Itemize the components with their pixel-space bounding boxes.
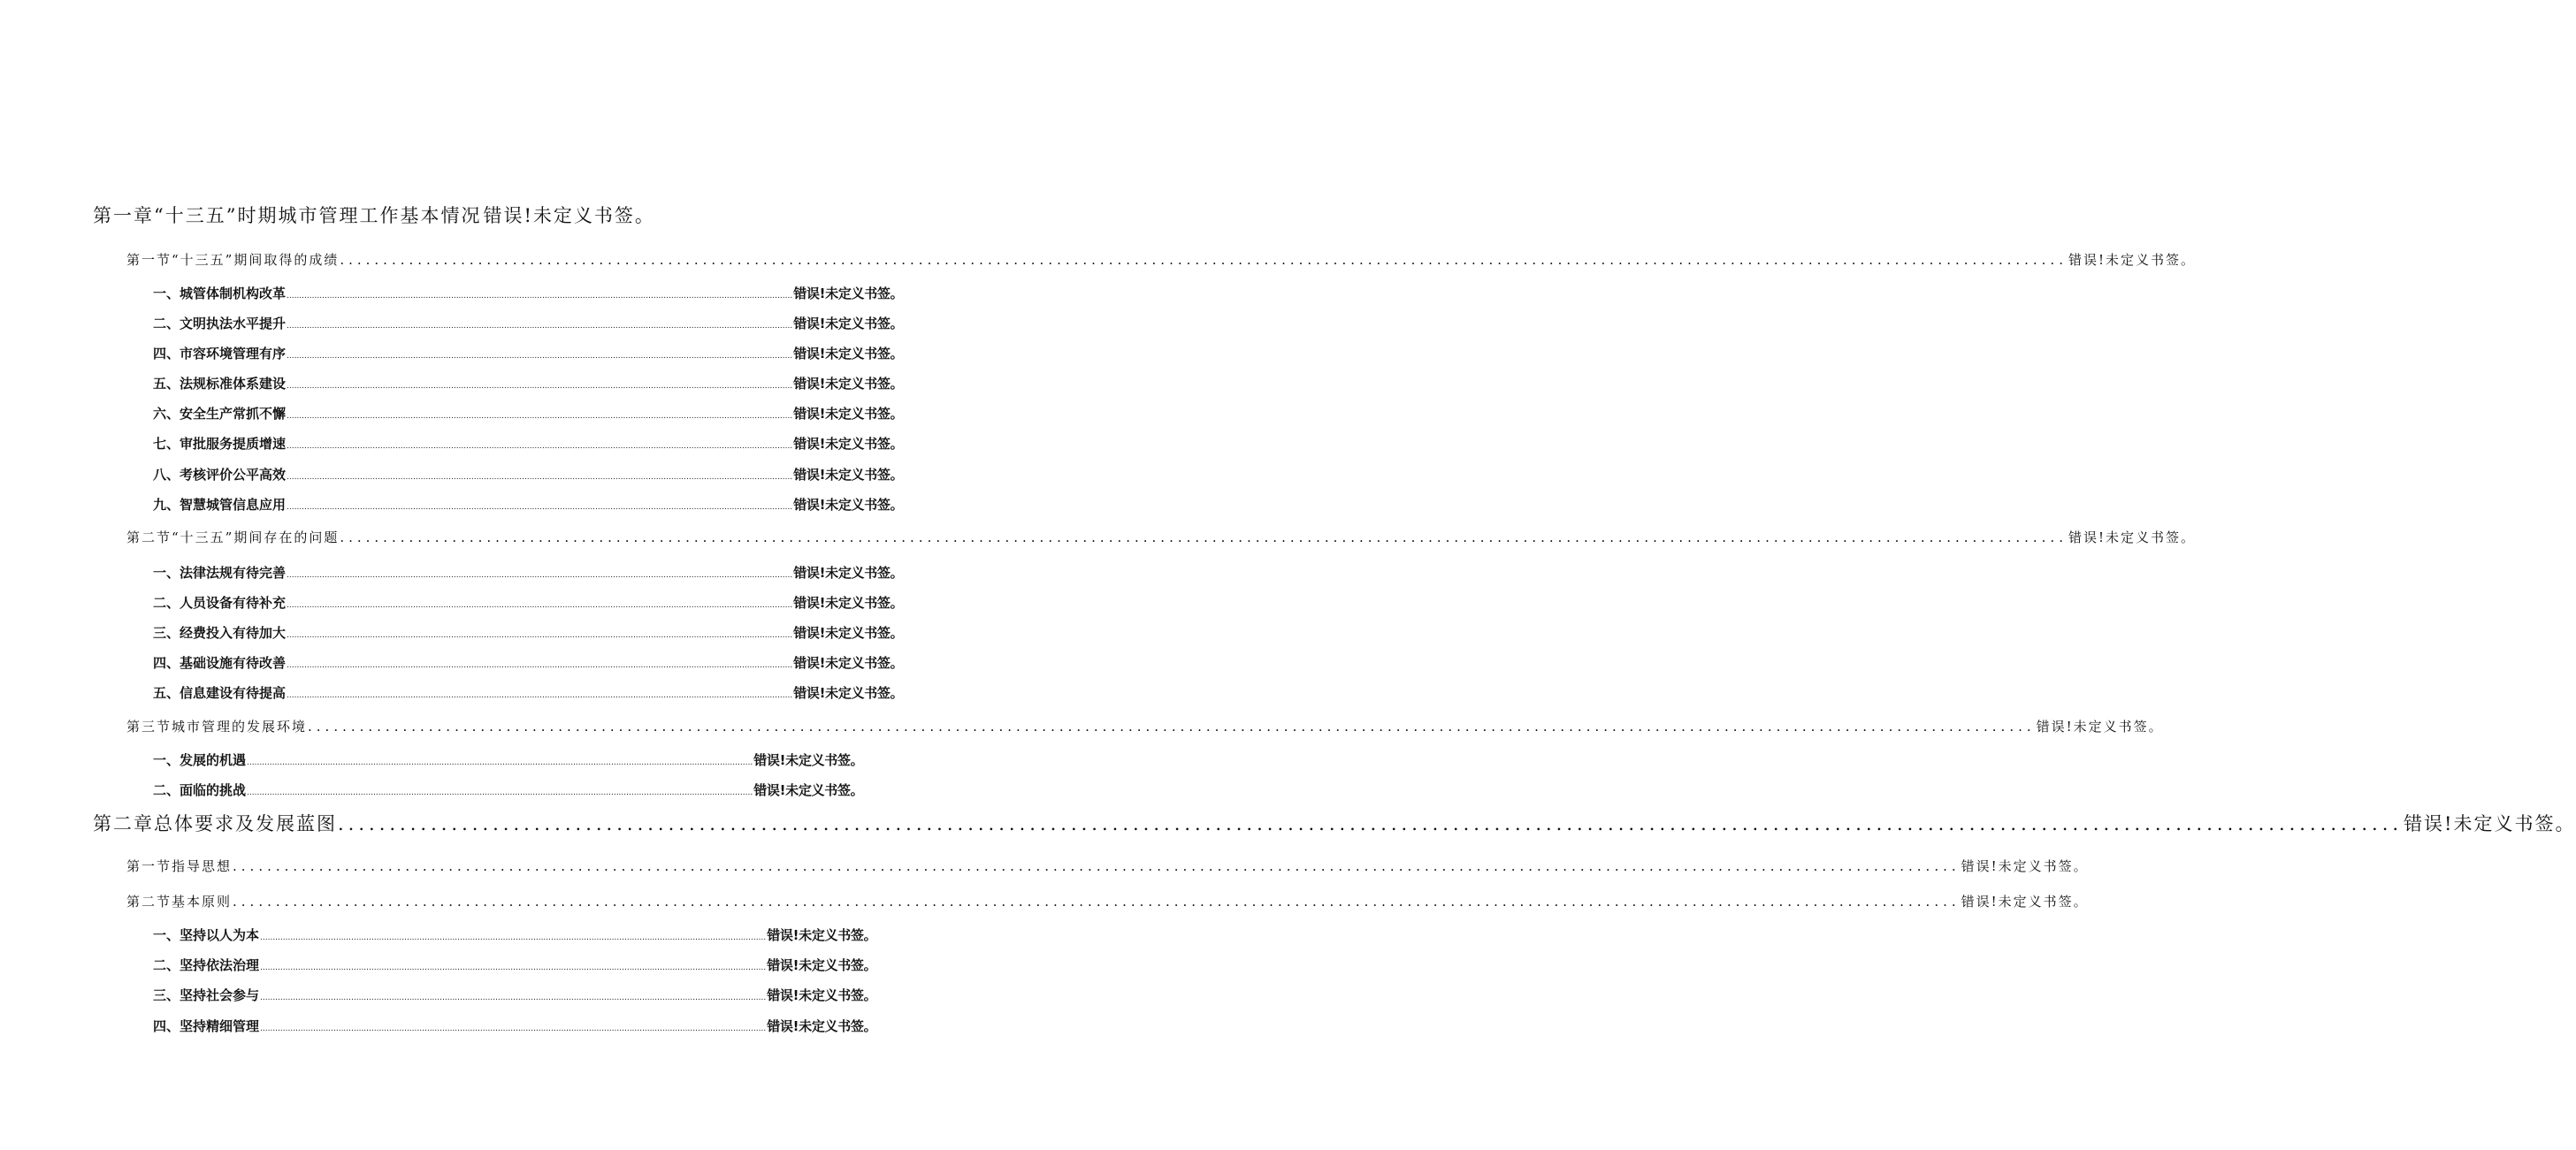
toc-item-entry[interactable] [153, 653, 904, 672]
toc-entry-title: 五、法规标准体系建设 [153, 376, 287, 392]
toc-page-reference: 错误!未定义书签。 [793, 346, 904, 362]
toc-dot-leader: ........................................................................................................................................................................................................ [287, 631, 793, 640]
toc-dot-leader: ........................................................................................................................................................................................................ [247, 788, 753, 797]
toc-page-reference: 错误!未定义书签。 [767, 987, 877, 1003]
toc-item-entry[interactable] [153, 593, 904, 612]
toc-dot-leader: ........................................................................................................................................................................................................ [287, 412, 793, 421]
toc-item-entry[interactable] [153, 750, 864, 769]
toc-entry-title: 第一节“十三五”期间取得的成绩 [126, 252, 340, 268]
toc-item-entry[interactable] [153, 314, 904, 332]
toc-item-entry[interactable] [153, 495, 904, 514]
toc-dot-leader: ........................................................................................................................................................................................................ [260, 963, 767, 972]
toc-dot-leader: ........................................................................................................................................................................................................ [287, 352, 793, 361]
toc-dot-leader: ........................................................................................................................................................................................................ [233, 858, 1961, 874]
toc-item-entry[interactable] [153, 956, 877, 974]
toc-dot-leader: ........................................................................................................................................................................................................ [247, 758, 753, 767]
toc-dot-leader: ........................................................................................................................................................................................................ [260, 933, 767, 942]
toc-entry-title: 四、坚持精细管理 [153, 1018, 260, 1034]
toc-page-reference: 错误!未定义书签。 [767, 1018, 877, 1034]
toc-section-entry[interactable] [126, 717, 2164, 735]
toc-section-entry[interactable] [126, 857, 2089, 875]
toc-dot-leader: ........................................................................................................................................................................................................ [287, 442, 793, 451]
toc-page-reference: 错误!未定义书签。 [767, 927, 877, 943]
toc-page-reference: 错误!未定义书签。 [793, 436, 904, 452]
toc-dot-leader: ........................................................................................................................................................................................................ [287, 473, 793, 482]
toc-item-entry[interactable] [153, 434, 904, 453]
toc-page-reference: 错误!未定义书签。 [793, 406, 904, 422]
toc-dot-leader: ........................................................................................................................................................................................................ [308, 719, 2036, 735]
toc-item-entry[interactable] [153, 986, 877, 1004]
toc-item-entry[interactable] [153, 623, 904, 642]
toc-section-entry[interactable] [126, 250, 2196, 269]
toc-dot-leader: ........................................................................................................................................................................................................ [287, 661, 793, 670]
toc-dot-leader: ........................................................................................................................................................................................................ [287, 691, 793, 700]
toc-entry-title: 四、基础设施有待改善 [153, 655, 287, 671]
toc-page-reference: 错误!未定义书签。 [793, 655, 904, 671]
toc-entry-title: 第一章“十三五”时期城市管理工作基本情况 [93, 205, 482, 226]
toc-entry-title: 第三节城市管理的发展环境 [126, 719, 308, 735]
toc-item-entry[interactable] [153, 284, 904, 302]
toc-dot-leader: ........................................................................................................................................................................................................ [287, 382, 793, 391]
toc-item-entry[interactable] [153, 404, 904, 423]
toc-entry-title: 八、考核评价公平高效 [153, 467, 287, 483]
toc-entry-title: 九、智慧城管信息应用 [153, 497, 287, 513]
toc-entry-title: 六、安全生产常抓不懈 [153, 406, 287, 422]
toc-page-reference: 错误!未定义书签。 [793, 625, 904, 641]
toc-page-reference: 错误!未定义书签。 [793, 376, 904, 392]
toc-dot-leader: ........................................................................................................................................................................................................ [260, 1024, 767, 1033]
toc-chapter-entry[interactable] [93, 810, 2576, 836]
toc-item-entry[interactable] [153, 374, 904, 392]
toc-page-reference: 错误!未定义书签。 [1961, 858, 2089, 874]
toc-page-reference: 错误!未定义书签。 [2068, 529, 2196, 545]
toc-entry-title: 第二章总体要求及发展蓝图 [93, 813, 337, 834]
toc-dot-leader: ........................................................................................................................................................................................................ [287, 292, 793, 301]
toc-entry-title: 二、文明执法水平提升 [153, 316, 287, 331]
toc-dot-leader: ........................................................................................................................................................................................................ [287, 322, 793, 331]
toc-dot-leader: ........................................................................................................................................................................................................ [287, 571, 793, 580]
toc-dot-leader: ........................................................................................................................................................................................................ [338, 813, 2404, 834]
toc-item-entry[interactable] [153, 683, 904, 702]
toc-entry-title: 第二节“十三五”期间存在的问题 [126, 529, 340, 545]
toc-page-reference: 错误!未定义书签。 [793, 685, 904, 701]
toc-page-reference: 错误!未定义书签。 [753, 782, 864, 798]
toc-page-reference: 错误!未定义书签。 [793, 286, 904, 301]
toc-page-reference: 错误!未定义书签。 [753, 752, 864, 768]
toc-item-entry[interactable] [153, 465, 904, 484]
toc-page-reference: 错误!未定义书签。 [793, 565, 904, 581]
toc-page-reference: 错误!未定义书签。 [793, 595, 904, 611]
toc-page-reference: 错误!未定义书签。 [793, 497, 904, 513]
toc-entry-title: 第一节指导思想 [126, 858, 233, 874]
toc-page-reference: 错误!未定义书签。 [2068, 252, 2196, 268]
toc-entry-title: 七、审批服务提质增速 [153, 436, 287, 452]
toc-page-reference: 错误!未定义书签。 [2036, 719, 2164, 735]
toc-item-entry[interactable] [153, 1017, 877, 1035]
toc-item-entry[interactable] [153, 925, 877, 944]
toc-entry-title: 三、经费投入有待加大 [153, 625, 287, 641]
toc-page-reference: 错误!未定义书签。 [483, 205, 655, 226]
toc-entry-title: 一、发展的机遇 [153, 752, 247, 768]
toc-dot-leader: ........................................................................................................................................................................................................ [340, 252, 2068, 268]
toc-entry-title: 二、坚持依法治理 [153, 957, 260, 973]
toc-entry-title: 第二节基本原则 [126, 894, 233, 910]
toc-dot-leader: ........................................................................................................................................................................................................ [260, 994, 767, 1002]
toc-dot-leader: ........................................................................................................................................................................................................ [287, 503, 793, 512]
toc-dot-leader: ........................................................................................................................................................................................................ [287, 601, 793, 610]
toc-section-entry[interactable] [126, 892, 2089, 910]
toc-dot-leader: ........................................................................................................................................................................................................ [233, 894, 1961, 910]
toc-dot-leader: ........................................................................................................................................................................................................ [340, 529, 2068, 545]
toc-item-entry[interactable] [153, 781, 864, 799]
toc-item-entry[interactable] [153, 563, 904, 582]
toc-entry-title: 一、法律法规有待完善 [153, 565, 287, 581]
toc-page-reference: 错误!未定义书签。 [793, 316, 904, 331]
toc-item-entry[interactable] [153, 344, 904, 362]
toc-chapter-entry[interactable] [93, 202, 655, 228]
toc-page-reference: 错误!未定义书签。 [793, 467, 904, 483]
toc-section-entry[interactable] [126, 528, 2196, 546]
toc-entry-title: 一、城管体制机构改革 [153, 286, 287, 301]
toc-entry-title: 二、人员设备有待补充 [153, 595, 287, 611]
toc-entry-title: 四、市容环境管理有序 [153, 346, 287, 362]
toc-entry-title: 一、坚持以人为本 [153, 927, 260, 943]
toc-page-reference: 错误!未定义书签。 [1961, 894, 2089, 910]
toc-page-reference: 错误!未定义书签。 [2404, 813, 2576, 834]
toc-entry-title: 三、坚持社会参与 [153, 987, 260, 1003]
toc-entry-title: 二、面临的挑战 [153, 782, 247, 798]
toc-entry-title: 五、信息建设有待提高 [153, 685, 287, 701]
toc-page-reference: 错误!未定义书签。 [767, 957, 877, 973]
